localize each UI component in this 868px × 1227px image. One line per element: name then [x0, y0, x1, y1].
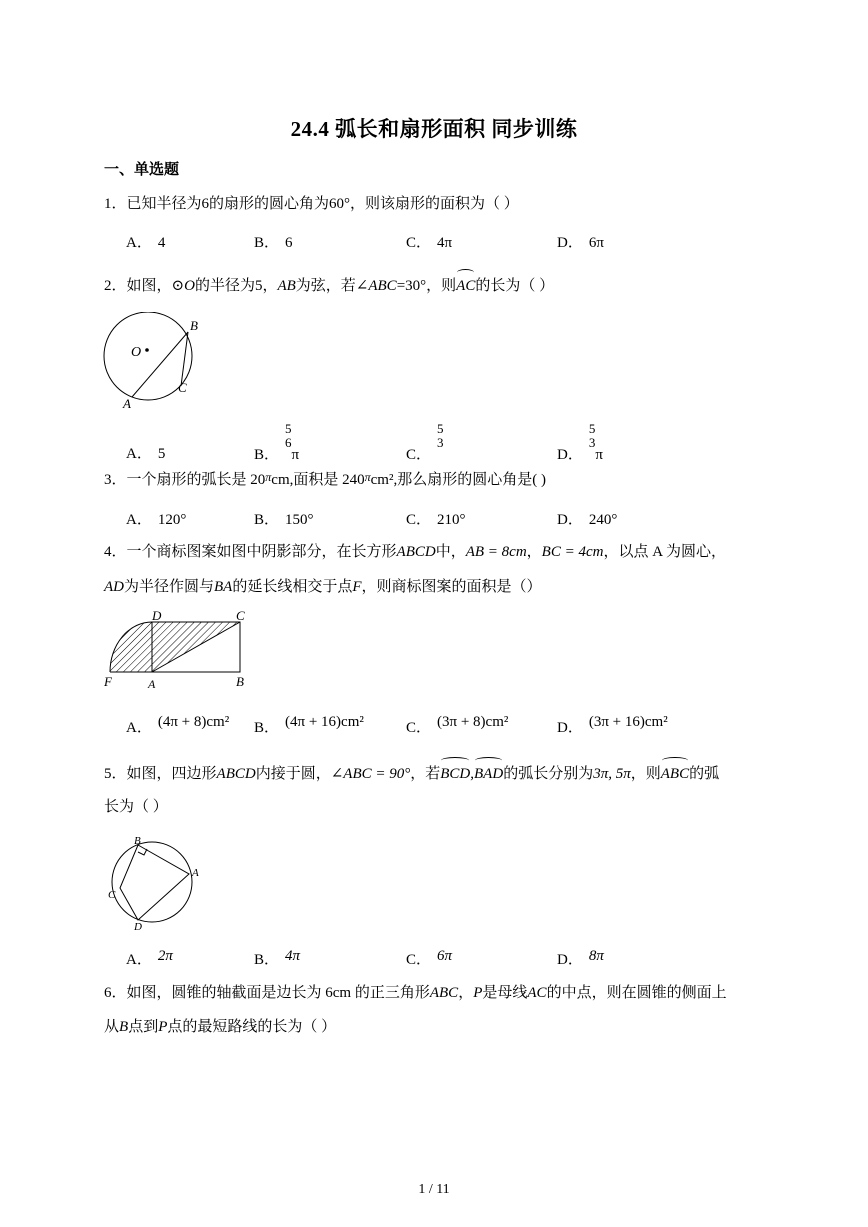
option-label: D． — [557, 512, 583, 528]
option-tail: π — [291, 447, 300, 464]
option-text: 120° — [157, 512, 187, 528]
stem-text: =30°，则 — [396, 278, 457, 294]
math-var: B — [119, 1019, 129, 1035]
option-d[interactable] — [557, 421, 603, 464]
stem-text: 是母线 — [482, 985, 528, 1001]
stem-text: 一个商标图案如图中阴影部分，在长方形 — [126, 544, 397, 560]
option-text: 4π — [437, 235, 453, 251]
option-label: D． — [557, 235, 583, 251]
question-4-options — [126, 710, 746, 740]
math-expr: 3π, 5π — [593, 766, 631, 782]
option-text: (4π + 16)cm² — [285, 714, 364, 730]
option-label: A． — [126, 512, 152, 528]
arc-notation: AC — [456, 272, 475, 298]
math-var: AD — [104, 579, 124, 595]
denominator: 3 — [588, 435, 596, 450]
stem-text: 已知半径为 — [126, 196, 202, 212]
stem-text: ，若 — [410, 766, 441, 782]
stem-text: 内接于圆， — [255, 766, 331, 782]
label-c: C — [178, 380, 187, 395]
arc-notation: BAD — [474, 760, 503, 786]
stem-text: 的弧 — [689, 766, 720, 782]
stem-text: ，则该扇形的面积为（ ） — [350, 196, 519, 212]
label-b: B — [190, 318, 198, 333]
fraction — [589, 422, 596, 450]
numerator: 5 — [588, 421, 596, 436]
option-label: A． — [126, 720, 152, 736]
section-heading: 一、单选题 — [104, 162, 180, 178]
label-o: O — [131, 345, 142, 360]
shaded-quarter-region — [110, 622, 152, 672]
circle-figure — [96, 312, 212, 412]
option-label: D． — [557, 952, 583, 968]
option-label: A． — [126, 952, 152, 968]
question-3-stem — [104, 468, 546, 492]
math-var: P — [473, 985, 483, 1001]
pi-symbol: π — [364, 470, 371, 484]
option-text: (3π + 16)cm² — [588, 714, 668, 730]
option-b[interactable] — [254, 231, 293, 252]
option-text: (4π + 8)cm² — [157, 714, 230, 730]
page-number: 1 / 11 — [418, 1182, 450, 1197]
stem-text: 的半径为5， — [194, 278, 278, 294]
option-label: B． — [254, 952, 280, 968]
stem-text: ， — [458, 985, 474, 1001]
stem-text: ， — [526, 544, 542, 560]
radius-value: 6 — [201, 196, 210, 212]
label-a: A — [123, 396, 131, 411]
option-text: 8π — [588, 948, 604, 964]
option-c[interactable] — [406, 421, 444, 464]
stem-text: 的中点，则在圆锥的侧面上 — [546, 985, 727, 1001]
option-b[interactable] — [254, 710, 364, 736]
math-var: AC — [527, 985, 547, 1001]
pi-symbol: π — [265, 470, 272, 484]
denominator: 6 — [285, 435, 292, 450]
option-b[interactable] — [254, 944, 301, 968]
option-label: B． — [254, 512, 280, 528]
math-expr: ∠ABC = 90° — [330, 766, 411, 782]
page-title: 24.4 弧长和扇形面积 同步训练 — [290, 117, 578, 141]
label-d: D — [134, 921, 142, 932]
question-1-options — [126, 231, 746, 257]
option-text: 6π — [588, 235, 604, 251]
math-expr: BC = 4cm — [541, 544, 604, 560]
stem-text: 为弦，若∠ — [295, 278, 369, 294]
stem-text: 点到 — [128, 1019, 159, 1035]
option-label: B． — [254, 447, 280, 464]
option-text: 210° — [437, 512, 466, 528]
option-b[interactable] — [254, 508, 314, 529]
option-a[interactable] — [126, 231, 165, 252]
arc-notation: ABC — [661, 760, 689, 786]
option-b[interactable] — [254, 421, 300, 464]
option-label: B． — [254, 720, 280, 736]
question-4-stem-line2 — [104, 575, 542, 599]
question-2-stem — [104, 272, 554, 298]
question-4-stem-line1 — [104, 540, 726, 564]
option-a[interactable] — [126, 508, 186, 529]
label-b: B — [236, 674, 244, 689]
stem-text: ，则 — [630, 766, 661, 782]
stem-text: 从 — [104, 1019, 120, 1035]
option-label: B． — [254, 235, 280, 251]
angle-value: 60° — [329, 196, 351, 212]
option-a[interactable] — [126, 442, 165, 463]
label-a: A — [148, 677, 156, 691]
center-dot — [145, 348, 149, 352]
question-number: 2． — [104, 278, 127, 294]
option-label: D． — [557, 720, 583, 736]
option-label: C． — [406, 235, 432, 251]
option-label: C． — [406, 952, 432, 968]
quadrilateral-abcd — [120, 845, 189, 920]
question-2-options — [126, 418, 746, 462]
question-5-stem-line2: 长为（ ） — [104, 799, 168, 815]
option-text: (3π + 8)cm² — [437, 714, 509, 730]
option-a[interactable] — [126, 710, 230, 736]
option-c[interactable] — [406, 710, 509, 736]
question-number: 4． — [104, 544, 127, 560]
chord-bc — [181, 332, 188, 386]
math-var: F — [352, 579, 362, 595]
math-var: P — [158, 1019, 168, 1035]
stem-text: cm,面积是 240 — [271, 472, 365, 488]
stem-text: 如图，四边形 — [126, 766, 217, 782]
stem-text: 如图，圆锥的轴截面是边长为 6cm 的正三角形 — [126, 985, 430, 1001]
stem-text: cm²,那么扇形的圆心角是( ) — [370, 472, 546, 488]
option-text: 150° — [285, 512, 314, 528]
math-var: BA — [214, 579, 233, 595]
option-d[interactable] — [557, 710, 668, 736]
math-var: ABC — [368, 278, 397, 294]
option-label: D． — [557, 447, 583, 464]
option-a[interactable] — [126, 944, 173, 968]
arc-notation: BCD — [440, 760, 470, 786]
option-text: 2π — [157, 948, 173, 964]
label-f: F — [104, 674, 112, 689]
question-5-options — [126, 944, 746, 970]
option-label: C． — [406, 447, 432, 464]
label-a: A — [192, 867, 199, 879]
fraction — [285, 422, 292, 450]
question-6-stem-line2 — [104, 1015, 336, 1039]
option-text: 4π — [285, 948, 301, 964]
math-expr: AB = 8cm — [465, 544, 527, 560]
option-text: 6 — [285, 235, 293, 251]
option-label: C． — [406, 720, 432, 736]
stem-text: 如图，⊙ — [126, 278, 185, 294]
question-number: 6． — [104, 985, 127, 1001]
math-var: O — [184, 278, 195, 294]
inscribed-quadrilateral-figure — [102, 832, 206, 932]
rectangle-figure — [100, 610, 260, 696]
option-label: C． — [406, 512, 432, 528]
separator: , — [470, 766, 475, 782]
stem-text: 中， — [435, 544, 466, 560]
numerator: 5 — [437, 421, 444, 436]
option-d[interactable] — [557, 944, 604, 968]
numerator: 5 — [285, 421, 292, 436]
option-label: A． — [126, 235, 152, 251]
math-var: ABCD — [396, 544, 436, 560]
stem-text: 点的最短路线的长为（ ） — [167, 1019, 337, 1035]
stem-text: 的扇形的圆心角为 — [209, 196, 330, 212]
option-text: 4 — [157, 235, 166, 251]
fraction — [437, 422, 444, 450]
option-text: 240° — [588, 512, 618, 528]
label-c: C — [236, 610, 245, 623]
question-5-stem-line1 — [104, 760, 719, 786]
question-1-stem — [104, 192, 519, 216]
option-text: 6π — [437, 948, 453, 964]
option-tail: π — [595, 447, 603, 464]
question-3-options — [126, 508, 746, 534]
option-c[interactable] — [406, 231, 452, 252]
option-text: 5 — [157, 446, 166, 462]
question-number: 5． — [104, 766, 127, 782]
denominator: 3 — [437, 435, 444, 450]
math-var: ABCD — [216, 766, 256, 782]
stem-text: 为半径作圆与 — [124, 579, 215, 595]
stem-text: 的延长线相交于点 — [232, 579, 353, 595]
option-c[interactable] — [406, 944, 453, 968]
stem-text: 一个扇形的弧长是 20 — [126, 472, 266, 488]
stem-text: ，以点 A 为圆心， — [603, 544, 726, 560]
stem-text: ，则商标图案的面积是（） — [361, 579, 542, 595]
option-d[interactable] — [557, 231, 604, 252]
stem-text: 的弧长分别为 — [503, 766, 594, 782]
label-d: D — [152, 610, 162, 623]
label-b: B — [134, 835, 141, 847]
question-number: 1． — [104, 196, 127, 212]
math-var: ABC — [429, 985, 459, 1001]
option-c[interactable] — [406, 508, 466, 529]
math-var: AB — [277, 278, 296, 294]
option-label: A． — [126, 446, 152, 462]
label-c: C — [108, 889, 116, 901]
option-d[interactable] — [557, 508, 617, 529]
question-6-stem-line1 — [104, 981, 727, 1005]
question-number: 3． — [104, 472, 127, 488]
stem-text: 的长为（ ） — [475, 278, 555, 294]
